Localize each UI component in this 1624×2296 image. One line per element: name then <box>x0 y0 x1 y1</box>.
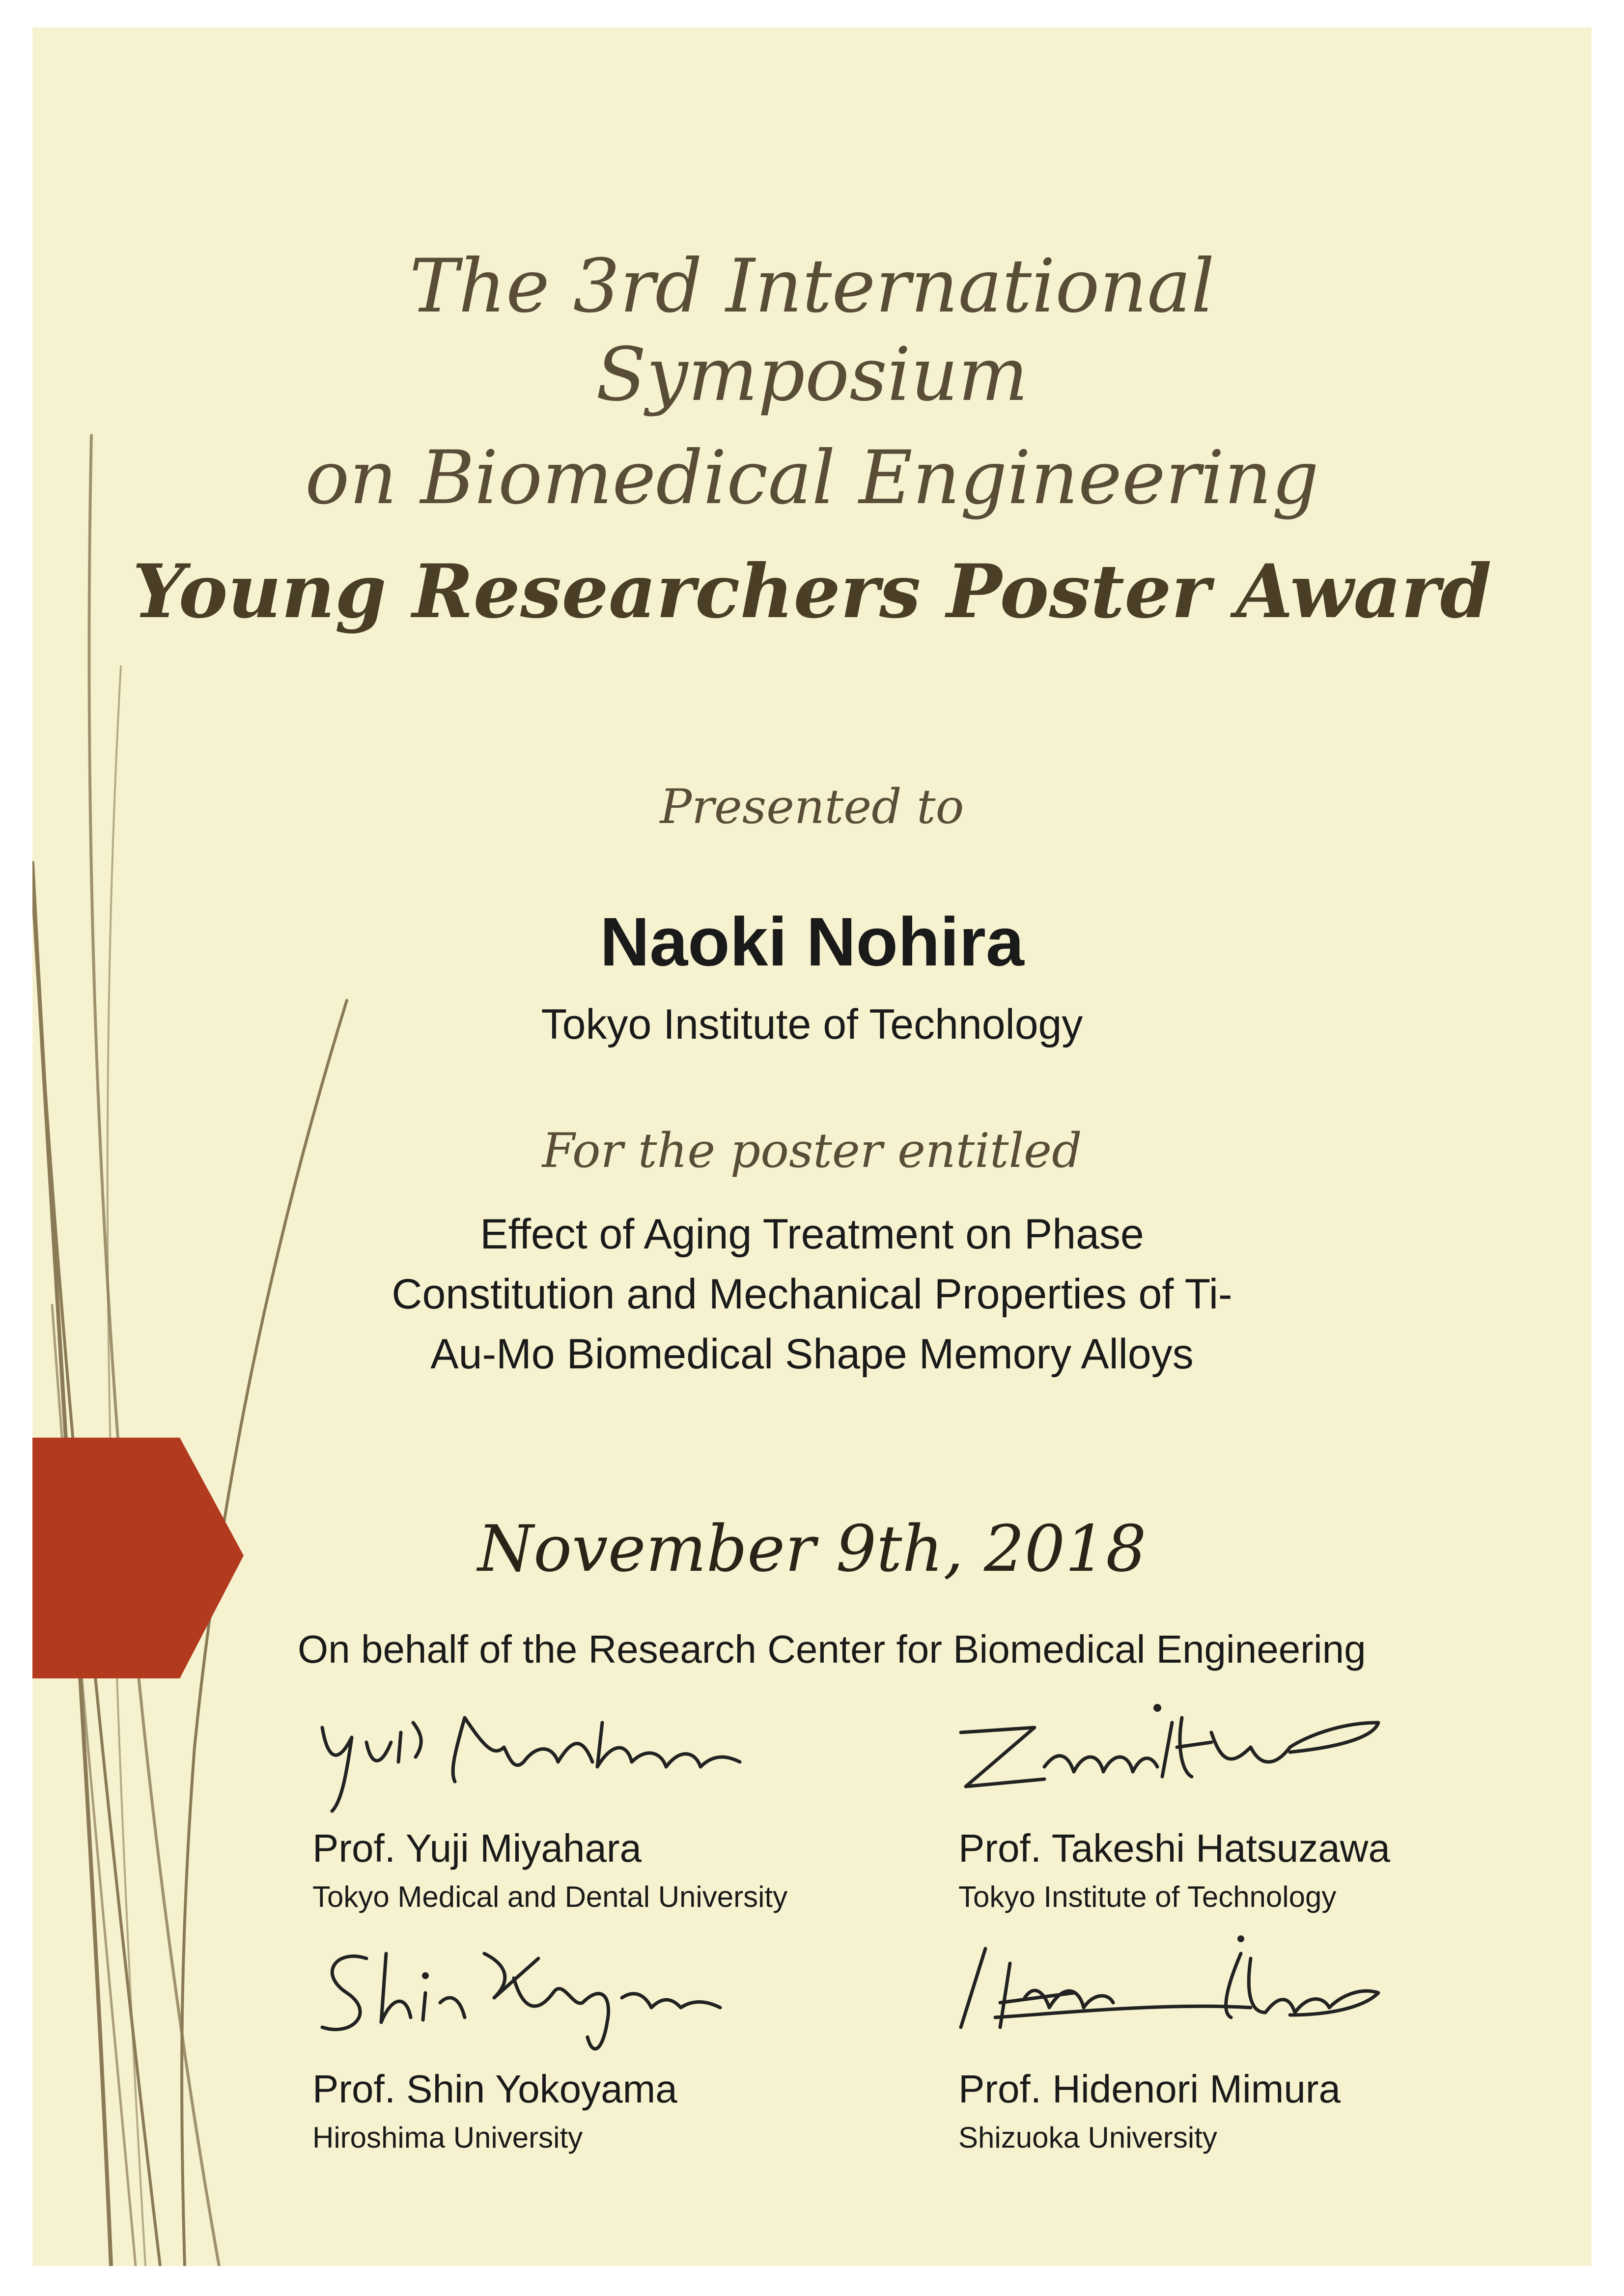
title-line-3: on Biomedical Engineering <box>305 435 1319 521</box>
award-date: November 9th, 2018 <box>477 1511 1147 1586</box>
signatory-4-affiliation: Shizuoka University <box>958 2121 1217 2154</box>
poster-title <box>32 1204 1592 1384</box>
on-behalf-text: On behalf of the Research Center for Biomedical Engineering <box>298 1627 1366 1671</box>
certificate-sheet <box>32 28 1592 2266</box>
presented-to-label: Presented to <box>660 779 964 834</box>
signature-miyahara <box>308 1688 750 1816</box>
award-title: Young Researchers Poster Award <box>132 548 1492 635</box>
signatory-3-affiliation: Hiroshima University <box>312 2121 583 2154</box>
title-line-1: The 3rd International <box>409 244 1215 329</box>
signatory-1-affiliation: Tokyo Medical and Dental University <box>312 1880 788 1913</box>
signatory-3-name: Prof. Shin Yokoyama <box>312 2067 677 2111</box>
signatory-4-name: Prof. Hidenori Mimura <box>958 2067 1341 2111</box>
title-line-2: Symposium <box>596 332 1028 418</box>
recipient-institution: Tokyo Institute of Technology <box>541 1001 1083 1048</box>
signature-hatsuzawa <box>946 1693 1388 1821</box>
signatory-2-name: Prof. Takeshi Hatsuzawa <box>958 1826 1390 1870</box>
signatory-2-affiliation: Tokyo Institute of Technology <box>958 1880 1337 1913</box>
poster-label: For the poster entitled <box>542 1123 1082 1178</box>
signatory-1-name: Prof. Yuji Miyahara <box>312 1826 642 1870</box>
signature-mimura <box>946 1929 1388 2057</box>
poster-title-line-2: Constitution and Mechanical Properties of Ti- <box>392 1271 1232 1318</box>
signature-yokoyama <box>308 1929 750 2057</box>
poster-title-line-3: Au-Mo Biomedical Shape Memory Alloys <box>430 1331 1194 1378</box>
poster-title-line-1: Effect of Aging Treatment on Phase <box>480 1211 1144 1258</box>
recipient-name: Naoki Nohira <box>600 903 1024 980</box>
